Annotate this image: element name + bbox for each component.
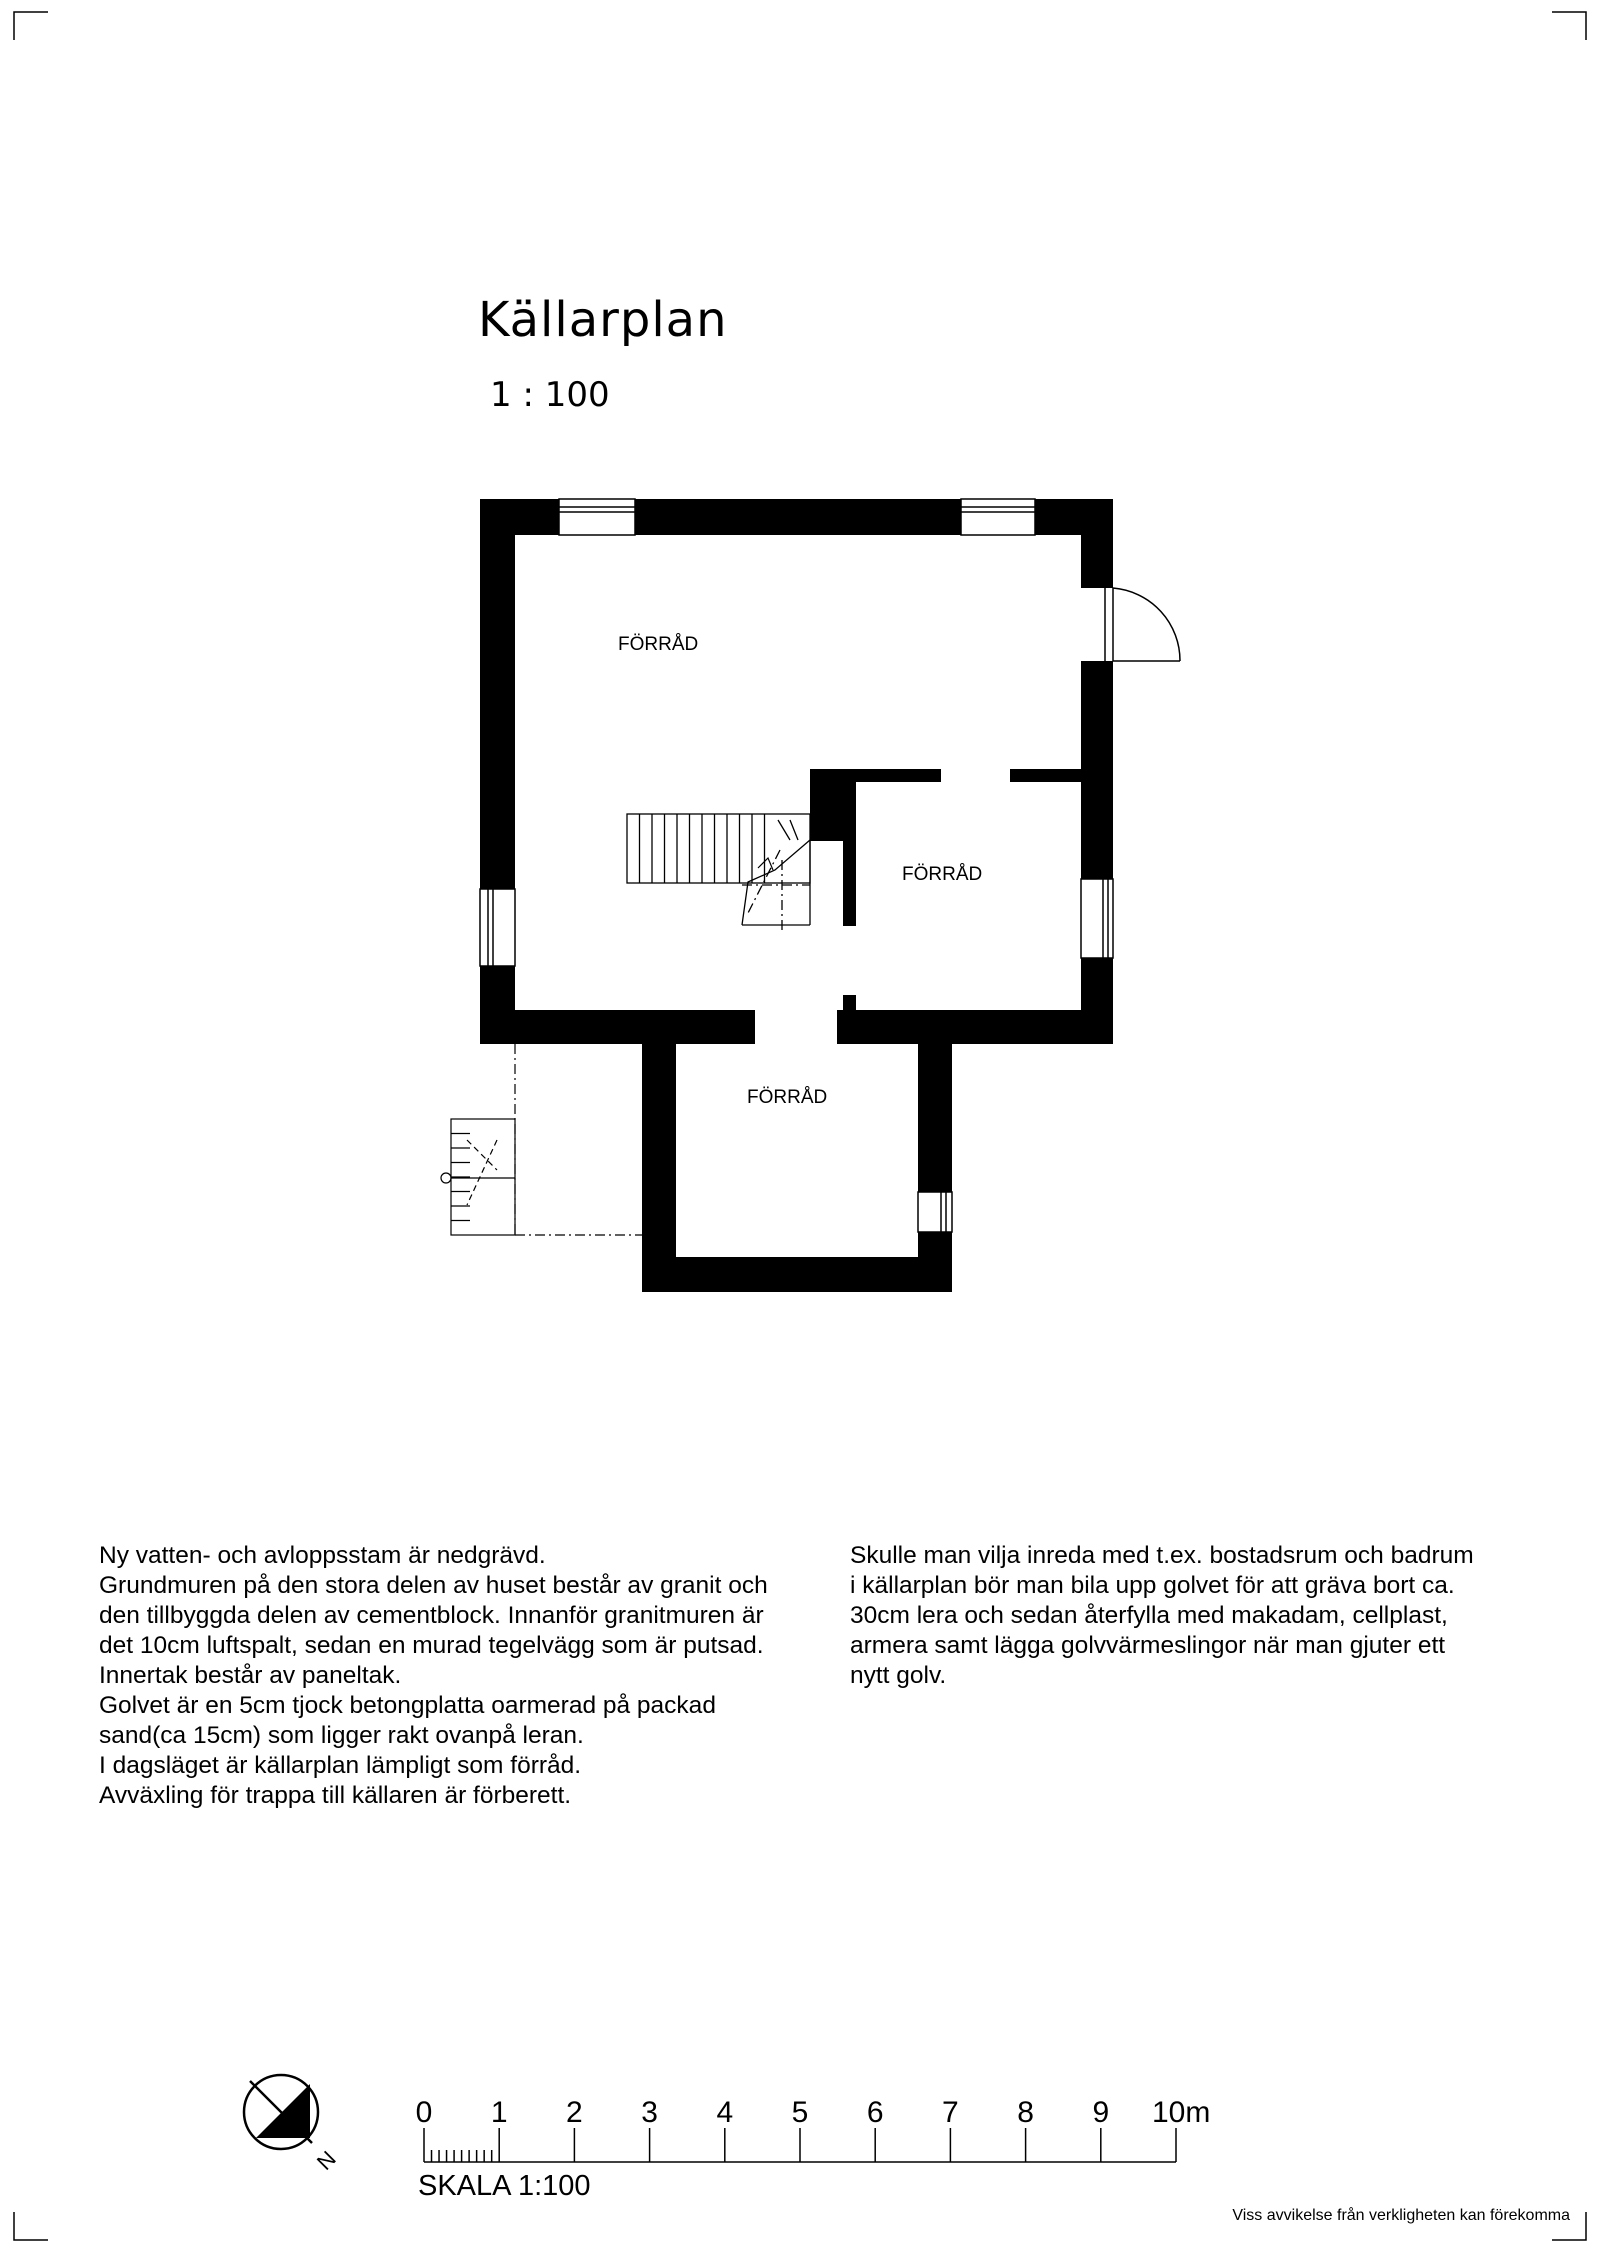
description-line: I dagsläget är källarplan lämpligt som förråd. [99, 1752, 582, 1779]
scale-tick-label: 9 [1092, 2096, 1110, 2129]
description-line: Innertak består av paneltak. [99, 1662, 402, 1689]
page-title: Källarplan [478, 292, 728, 348]
scale-tick-label: 1 [490, 2096, 508, 2129]
description-line: Golvet är en 5cm tjock betongplatta oarmerad på packad [99, 1692, 716, 1719]
scale-tick-label: 6 [866, 2096, 884, 2129]
description-line: i källarplan bör man bila upp golvet för att gräva bort ca. [850, 1572, 1455, 1599]
scale-tick-label: 8 [1017, 2096, 1034, 2129]
description-line: Grundmuren på den stora delen av huset består av granit och [99, 1572, 768, 1599]
description-line: Ny vatten- och avloppsstam är nedgrävd. [99, 1542, 546, 1569]
footer-disclaimer: Viss avvikelse från verkligheten kan förekomma [1232, 2207, 1570, 2224]
north-label: N [311, 2145, 341, 2175]
description-line: armera samt lägga golvvärmeslingor när man gjuter ett [850, 1632, 1446, 1659]
scale-tick-label: 10m [1152, 2096, 1211, 2129]
scale-tick-label: 4 [716, 2096, 734, 2129]
description-line: Skulle man vilja inreda med t.ex. bostadsrum och badrum [850, 1542, 1474, 1569]
description-line: 30cm lera och sedan återfylla med makadam, cellplast, [850, 1602, 1448, 1629]
description-line: sand(ca 15cm) som ligger rakt ovanpå leran. [99, 1722, 584, 1749]
description-line: Avväxling för trappa till källaren är förberett. [99, 1782, 572, 1809]
description-line: det 10cm luftspalt, sedan en murad tegelvägg som är putsad. [99, 1632, 764, 1659]
scale-tick-label: 5 [791, 2096, 809, 2129]
description-line: den tillbyggda delen av cementblock. Innanför granitmuren är [99, 1602, 764, 1629]
room-label-storage-upper: FÖRRÅD [618, 634, 699, 655]
room-label-storage-annex: FÖRRÅD [747, 1087, 828, 1108]
drawing-scale: 1 : 100 [490, 375, 610, 415]
room-label-storage-middle: FÖRRÅD [902, 864, 983, 885]
scale-tick-label: 0 [415, 2096, 433, 2129]
scale-tick-label: 3 [641, 2096, 658, 2129]
scale-tick-label: 7 [942, 2096, 959, 2129]
north-arrow-icon [244, 2075, 341, 2175]
scale-tick-label: 2 [566, 2096, 583, 2129]
description-line: nytt golv. [850, 1662, 947, 1689]
scale-caption: SKALA 1:100 [418, 2170, 591, 2202]
